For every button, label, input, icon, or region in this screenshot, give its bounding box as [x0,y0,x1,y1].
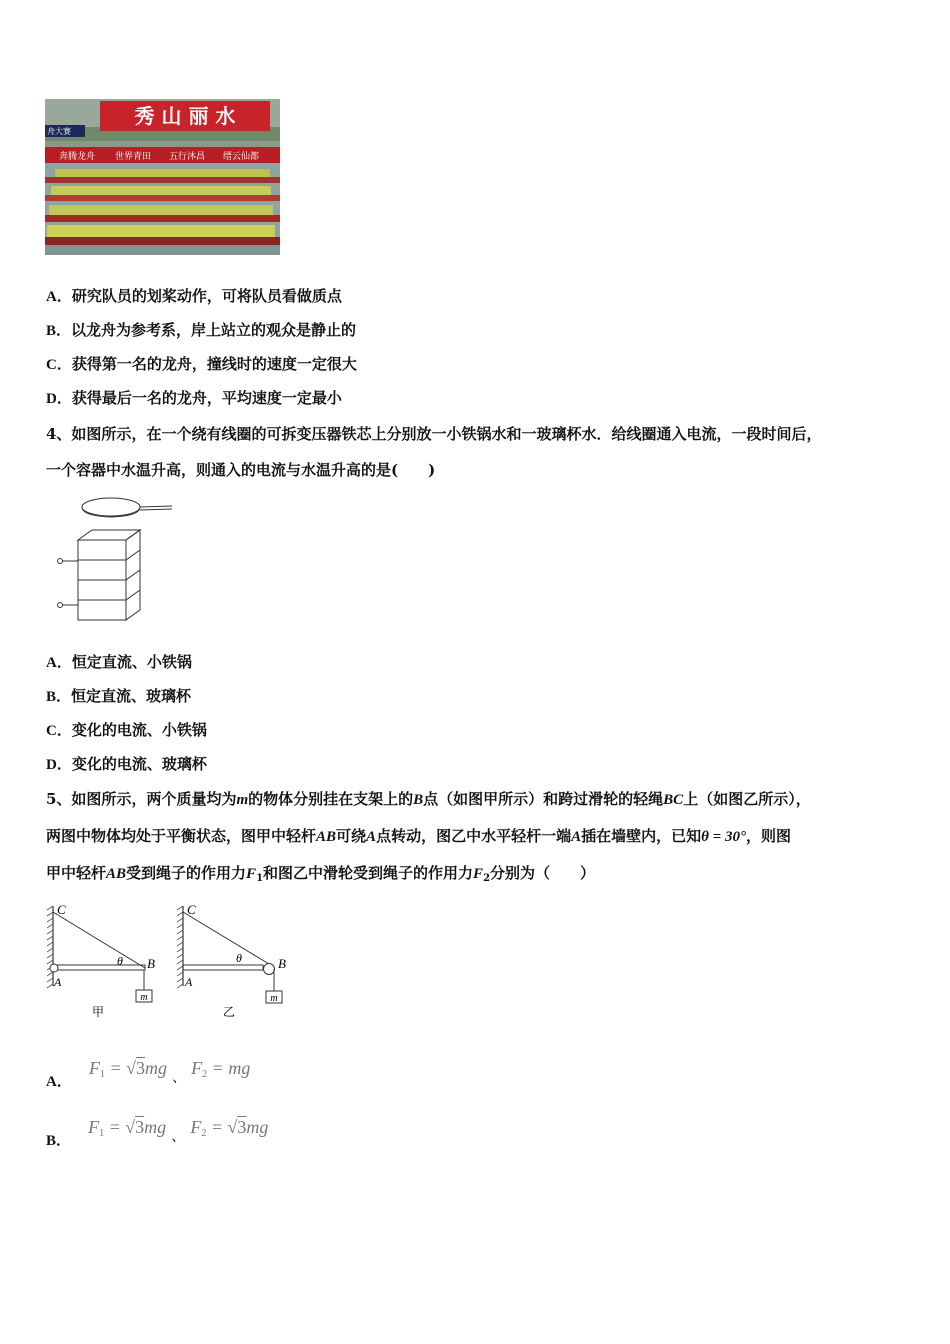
svg-text:C: C [57,902,66,917]
figure-yi [177,902,286,1019]
q5-figures [44,898,294,1024]
figure-jia [47,902,155,1019]
svg-text:A: A [54,975,62,989]
svg-text:A: A [185,975,193,989]
formula-f1: $F_1 = √3mg$ [88,1117,167,1139]
core-block [78,530,140,620]
q4-option-c[interactable]: C．变化的电流、小铁锅 [46,721,207,739]
svg-text:乙: 乙 [222,1005,236,1019]
dragon-boat-photo [45,99,280,255]
coil-terminals [58,559,79,608]
boat-4 [45,225,280,245]
transformer-figure [52,494,182,626]
q3-option-c[interactable]: C．获得第一名的龙舟，撞线时的速度一定很大 [46,355,357,373]
slogan-4: 缙云仙都 [223,152,260,162]
q5-stem-line2: 两图中物体均处于平衡状态，图甲中轻杆AB可绕A点转动，图乙中水平轻杆一端A插在墙壁内，已知θ = 30°，则图 [46,827,791,845]
q4-stem-line2: 一个容器中水温升高，则通入的电流与水温升高的是( ) [46,461,436,479]
q3-option-d[interactable]: D．获得最后一名的龙舟，平均速度一定最小 [46,389,342,407]
formula-f1: $F_1 = √3mg$ [88,1058,167,1080]
slogan-1: 奔腾龙舟 [59,152,96,162]
banner-text: 秀 山 丽 水 [134,104,236,128]
q5-stem-line3: 甲中轻杆AB受到绳子的作用力$F_1$和图乙中滑轮受到绳子的作用力$F_2$分别为（ ） [46,864,596,884]
svg-text:C: C [187,902,196,917]
q3-option-a[interactable]: A．研究队员的划桨动作，可将队员看做质点 [46,287,342,305]
q5-option-b[interactable]: B． $F_1 = √3mg$ 、 $F_2 = √3mg$ [46,1117,269,1149]
transformer-diagram [52,494,182,626]
q4-option-d[interactable]: D．变化的电流、玻璃杯 [46,755,207,773]
formula-f2: $F_2 = √3mg$ [190,1117,269,1139]
svg-text:甲: 甲 [91,1005,105,1019]
boat-1 [45,169,280,183]
q5-diagrams [44,898,294,1024]
svg-text:m: m [270,993,278,1004]
slogan-2: 世界青田 [115,152,152,162]
formula-f2: $F_2$ = mg [191,1058,251,1080]
svg-text:θ: θ [117,954,123,968]
svg-text:B: B [278,956,286,971]
q3-option-b[interactable]: B．以龙舟为参考系，岸上站立的观众是静止的 [46,321,357,339]
corner-label: 舟大赛 [47,127,71,136]
pan-shape [82,498,172,517]
q4-option-b[interactable]: B．恒定直流、玻璃杯 [46,687,192,705]
boat-3 [45,205,280,222]
boat-2 [45,186,280,201]
q5-option-a[interactable]: A． $F_1 = √3mg$ 、 $F_2$ = mg [46,1058,251,1090]
svg-text:θ: θ [236,951,242,965]
q5-stem-line1: 5、如图所示，两个质量均为m的物体分别挂在支架上的B点（如图甲所示）和跨过滑轮的轻绳BC上（如图乙所示）， [46,790,811,808]
slogan-3: 五行沐昌 [169,152,206,162]
svg-text:m: m [140,992,148,1003]
q4-option-a[interactable]: A．恒定直流、小铁锅 [46,653,192,671]
dragon-boat-scene [45,99,280,255]
svg-text:B: B [147,956,155,971]
q4-stem-line1: 4、如图所示，在一个绕有线圈的可拆变压器铁芯上分别放一小铁锅水和一玻璃杯水．给线圈通入电流，一段时间后， [46,425,822,443]
